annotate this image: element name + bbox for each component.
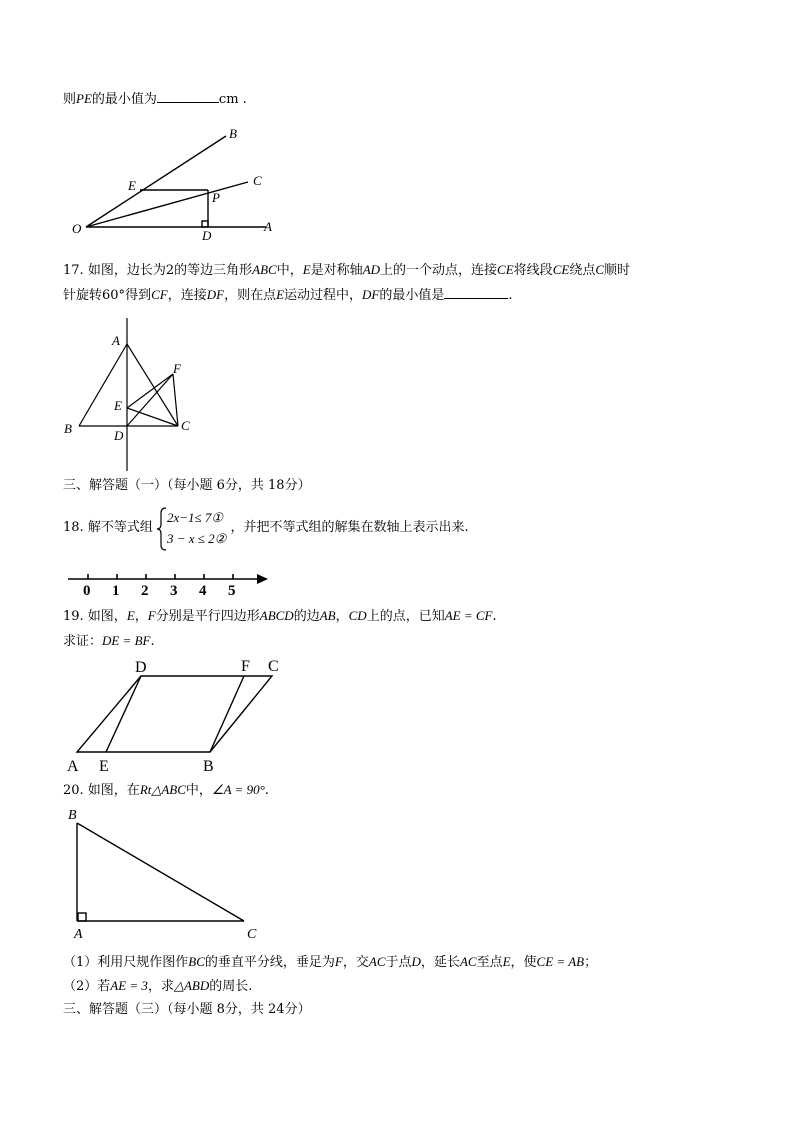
tick-label: 0 — [83, 583, 91, 599]
arrow-head-icon — [257, 574, 268, 584]
math-var: CE — [497, 262, 514, 277]
math-var: DF — [362, 287, 380, 302]
label-A: A — [264, 219, 272, 234]
q19-line-1 — [63, 607, 497, 626]
question-number: 17. — [63, 263, 84, 278]
math: 2 — [165, 263, 175, 278]
q20-line-1 — [63, 781, 269, 800]
label-E: E — [114, 398, 122, 413]
math-var: F — [334, 954, 343, 969]
text: 上的点，已知 — [366, 609, 445, 624]
label-F: F — [241, 658, 250, 675]
math-var: D — [411, 954, 421, 969]
math-var: CD — [348, 608, 367, 623]
text: ，连接 — [167, 288, 207, 303]
text: 绕点 — [569, 263, 596, 278]
label-P: P — [212, 190, 220, 205]
question-number: 18. — [63, 520, 84, 535]
label-D: D — [135, 659, 147, 676]
brace-icon — [157, 507, 167, 551]
tick-label: 4 — [199, 583, 207, 599]
label-A: A — [74, 927, 83, 942]
q17-line-1 — [63, 261, 630, 280]
text: 得到 — [125, 288, 152, 303]
q20-right-triangle-figure — [64, 805, 274, 941]
answer-blank[interactable] — [444, 286, 508, 299]
label-C: C — [181, 418, 190, 433]
inequality-system — [157, 507, 226, 549]
text: . — [264, 783, 269, 798]
text: 于点 — [385, 955, 412, 970]
math-var: C — [595, 262, 604, 277]
unit: cm . — [218, 92, 247, 107]
text: 分别是平行四边形 — [155, 609, 260, 624]
math-var: E — [302, 262, 311, 277]
text: 20. 如图，在 — [63, 783, 140, 798]
text: （1）利用尺规作图作 — [63, 955, 189, 970]
text: 上的一个动点，连接 — [380, 263, 498, 278]
label-A: A — [67, 758, 79, 775]
text: 求证： — [63, 634, 103, 649]
label-B: B — [64, 421, 72, 436]
q16-answer-line — [63, 90, 247, 109]
math-var: E — [276, 287, 285, 302]
tick-label: 2 — [141, 583, 149, 599]
q17-triangle-figure — [60, 318, 210, 473]
label-D: D — [202, 228, 212, 243]
label-B: B — [203, 758, 214, 775]
text: ， — [134, 609, 148, 624]
q19-line-2 — [63, 632, 155, 651]
math-var: DF — [206, 287, 225, 302]
text: 的边 — [293, 609, 320, 624]
math-var: ABCD — [259, 608, 294, 623]
label-C: C — [268, 658, 279, 675]
math-expr: CE = AB — [536, 954, 585, 969]
math-var: AB — [319, 608, 336, 623]
text: 顺时 — [604, 263, 631, 278]
text: 解不等式组 — [87, 520, 153, 535]
text: ； — [584, 955, 598, 970]
label-D: D — [114, 428, 124, 443]
text: ，使 — [510, 955, 537, 970]
label-O: O — [72, 221, 82, 236]
label-E: E — [128, 178, 136, 193]
text: . — [492, 609, 497, 624]
math: 60° — [102, 288, 126, 303]
text: 的周长. — [209, 979, 253, 994]
tick-label: 3 — [170, 583, 178, 599]
math-expr: △ABD — [173, 978, 210, 993]
text: ，交 — [342, 955, 369, 970]
text: ，并把不等式组的解集在数轴上表示出来. — [230, 520, 469, 535]
text: ，延长 — [420, 955, 460, 970]
math-var: CE — [552, 262, 570, 277]
q16-angle-figure — [60, 122, 290, 242]
label-E: E — [99, 758, 109, 775]
text: 中， — [276, 263, 303, 278]
label-A: A — [112, 333, 120, 348]
text: 19. 如图， — [63, 609, 127, 624]
text: 的最小值为 — [91, 92, 157, 107]
label-C: C — [247, 927, 257, 942]
text: 的垂直平分线，垂足为 — [204, 955, 335, 970]
text: 中， — [185, 783, 212, 798]
text: 针旋转 — [63, 288, 103, 303]
q17-line-2 — [63, 286, 513, 305]
math-var: F — [147, 608, 156, 623]
number-line — [68, 568, 273, 598]
math-var: E — [502, 954, 511, 969]
text: 运动过程中， — [284, 288, 363, 303]
text: （2）若 — [63, 979, 111, 994]
text: ， — [335, 609, 349, 624]
math-var: BC — [188, 954, 205, 969]
text: 的最小值是 — [379, 288, 445, 303]
inequality-1: 2x−1≤ 7① — [166, 510, 224, 525]
q20-part-2 — [63, 977, 252, 996]
math-var: E — [126, 608, 135, 623]
q18-question — [63, 507, 469, 553]
inequality-2: 3 − x ≤ 2② — [166, 531, 227, 546]
text: ，则在点 — [224, 288, 277, 303]
text: ，求 — [147, 979, 174, 994]
math-var: AC — [368, 954, 386, 969]
math-var: ABC — [252, 262, 277, 277]
q19-parallelogram-figure — [62, 654, 292, 776]
answer-blank[interactable] — [157, 90, 219, 103]
text: . — [150, 634, 155, 649]
q20-part-1 — [63, 953, 597, 972]
label-F: F — [173, 361, 181, 376]
label-B: B — [229, 126, 237, 141]
math-expr: DE = BF — [102, 633, 151, 648]
text: 的等边三角形 — [174, 263, 253, 278]
text: 将线段 — [513, 263, 553, 278]
text: . — [508, 288, 513, 303]
section-heading: 三、解答题（三）（每小题 8分，共 24分） — [63, 1002, 311, 1017]
math-expr: AE = CF — [444, 608, 493, 623]
math-var: AD — [362, 262, 381, 277]
math-var: PE — [76, 91, 92, 106]
text: 是对称轴 — [310, 263, 363, 278]
math-expr: AE = 3 — [110, 978, 148, 993]
text: 如图，边长为 — [87, 263, 166, 278]
text: 至点 — [476, 955, 503, 970]
label-B: B — [68, 808, 77, 823]
section-heading: 三、解答题（一）（每小题 6分，共 18分） — [63, 478, 311, 493]
math-expr: Rt△ABC — [139, 782, 186, 797]
tick-label: 1 — [112, 583, 120, 599]
math-var: AC — [459, 954, 477, 969]
text: 则 — [63, 92, 77, 107]
tick-label: 5 — [228, 583, 236, 599]
label-C: C — [253, 173, 262, 188]
math-expr: ∠A = 90° — [211, 782, 265, 797]
math-var: CF — [151, 287, 168, 302]
